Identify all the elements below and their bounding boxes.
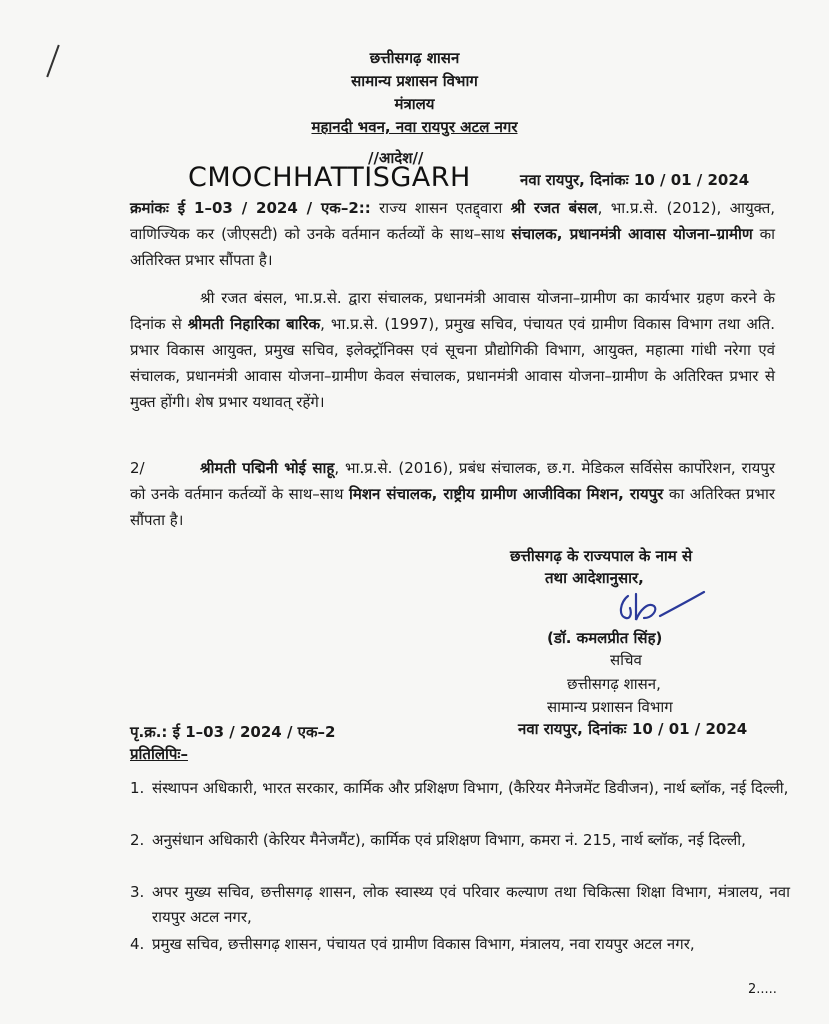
post-3: मिशन संचालक, राष्ट्रीय ग्रामीण आजीविका मिशन, रायपुर bbox=[348, 485, 664, 503]
para1-text-3: का अतिरिक्त प्रभार सौंपता है। bbox=[130, 225, 775, 269]
signoff-line-2: तथा आदेशानुसार, bbox=[545, 569, 644, 587]
para2-text-2: , भा.प्र.से. (1997), प्रमुख सचिव, पंचायत एवं ग्रामीण विकास विभाग तथा अति. प्रभार विकास आयुक्त, प्रमुख सचिव, इलेक्ट्रॉनिक्स एवं सूचना प्रौद्योगिकी विभाग, आयुक्त, महात्मा गांधी नरेगा एवं संचालक, प्रधानमंत्री आवास योजना–ग्रामीण केवल संचालक, प्रधानमंत्री आवास योजना–ग्रामीण के अतिरिक्त प्रभार से मुक्त होंगी। शेष प्रभार यथावत् रहेंगे। bbox=[130, 315, 775, 411]
para3-text-1: , भा.प्र.से. (2016), प्रबंध संचालक, छ.ग. मेडिकल सर्विसेस कार्पोरेशन, रायपुर को उनके वर्तमान कर्तव्यों के साथ–साथ bbox=[130, 459, 775, 503]
designation-3: सामान्य प्रशासन विभाग bbox=[547, 698, 673, 716]
list-text: संस्थापन अधिकारी, भारत सरकार, कार्मिक और प्रशिक्षण विभाग, (कैरियर मैनेजमेंट डिवीजन), नार्थ ब्लॉक, नई दिल्ली, bbox=[152, 779, 789, 797]
order-date: नवा रायपुर, दिनांकः 10 / 01 / 2024 bbox=[520, 171, 750, 189]
signature bbox=[600, 588, 710, 630]
paragraph-2 bbox=[130, 285, 775, 415]
header-govt: छत्तीसगढ़ शासन bbox=[369, 49, 460, 67]
para3-text-2: का अतिरिक्त प्रभार सौंपता है। bbox=[130, 485, 775, 529]
watermark: CMOCHHATTISGARH bbox=[188, 162, 471, 193]
list-item bbox=[130, 776, 790, 801]
post-1: संचालक, प्रधानमंत्री आवास योजना–ग्रामीण bbox=[511, 225, 753, 243]
designation-2: छत्तीसगढ़ शासन, bbox=[567, 675, 661, 693]
signoff-date: नवा रायपुर, दिनांकः 10 / 01 / 2024 bbox=[518, 720, 748, 738]
list-text: अनुसंधान अधिकारी (केरियर मैनेजमैंट), कार्मिक एवं प्रशिक्षण विभाग, कमरा नं. 215, नार्थ ब्लॉक, नई दिल्ली, bbox=[152, 831, 746, 849]
designation-1: सचिव bbox=[610, 651, 642, 669]
signoff-line-1: छत्तीसगढ़ के राज्यपाल के नाम से bbox=[510, 547, 693, 565]
officer-name-2: श्रीमती निहारिका बारिक bbox=[187, 315, 321, 333]
list-number: 3. bbox=[130, 883, 145, 901]
officer-name-1: श्री रजत बंसल bbox=[510, 199, 598, 217]
header-ministry: मंत्रालय bbox=[394, 95, 435, 113]
para1-text-1: राज्य शासन एतद्द्वारा bbox=[370, 199, 511, 217]
list-number: 1. bbox=[130, 779, 145, 797]
para-number-2: 2/ bbox=[130, 459, 145, 477]
header-address: महानदी भवन, नवा रायपुर अटल नगर bbox=[311, 118, 518, 136]
secretary-name: (डॉ. कमलप्रीत सिंह) bbox=[547, 629, 663, 647]
list-text: प्रमुख सचिव, छत्तीसगढ़ शासन, पंचायत एवं ग्रामीण विकास विभाग, मंत्रालय, नवा रायपुर अटल नगर, bbox=[152, 935, 695, 953]
order-ref: क्रमांकः ई 1–03 / 2024 / एक–2:: bbox=[130, 199, 371, 217]
para2-text-1: श्री रजत बंसल, भा.प्र.से. द्वारा संचालक, प्रधानमंत्री आवास योजना–ग्रामीण का कार्यभार ग्रहण करने के दिनांक से bbox=[130, 289, 775, 333]
list-number: 2. bbox=[130, 831, 145, 849]
order-title: //आदेश// bbox=[368, 149, 424, 167]
copy-label: प्रतिलिपिः– bbox=[130, 745, 188, 763]
para1-text-2: , भा.प्र.से. (2012), आयुक्त, वाणिज्यिक कर (जीएसटी) को उनके वर्तमान कर्तव्यों के साथ–साथ bbox=[130, 199, 776, 243]
list-text: अपर मुख्य सचिव, छत्तीसगढ़ शासन, लोक स्वास्थ्य एवं परिवार कल्याण तथा चिकित्सा शिक्षा विभाग, मंत्रालय, नवा रायपुर अटल नगर, bbox=[152, 883, 790, 926]
endorsement-ref: पृ.क्र.: ई 1–03 / 2024 / एक–2 bbox=[130, 723, 336, 741]
paragraph-3 bbox=[130, 455, 775, 533]
paragraph-1 bbox=[130, 195, 775, 273]
page-continuation: 2..... bbox=[748, 982, 777, 997]
list-item bbox=[130, 880, 790, 930]
header-dept: सामान्य प्रशासन विभाग bbox=[351, 72, 478, 90]
list-item bbox=[130, 932, 790, 957]
list-number: 4. bbox=[130, 935, 145, 953]
officer-name-3: श्रीमती पद्मिनी भोई साहू bbox=[200, 459, 335, 477]
list-item bbox=[130, 828, 790, 853]
